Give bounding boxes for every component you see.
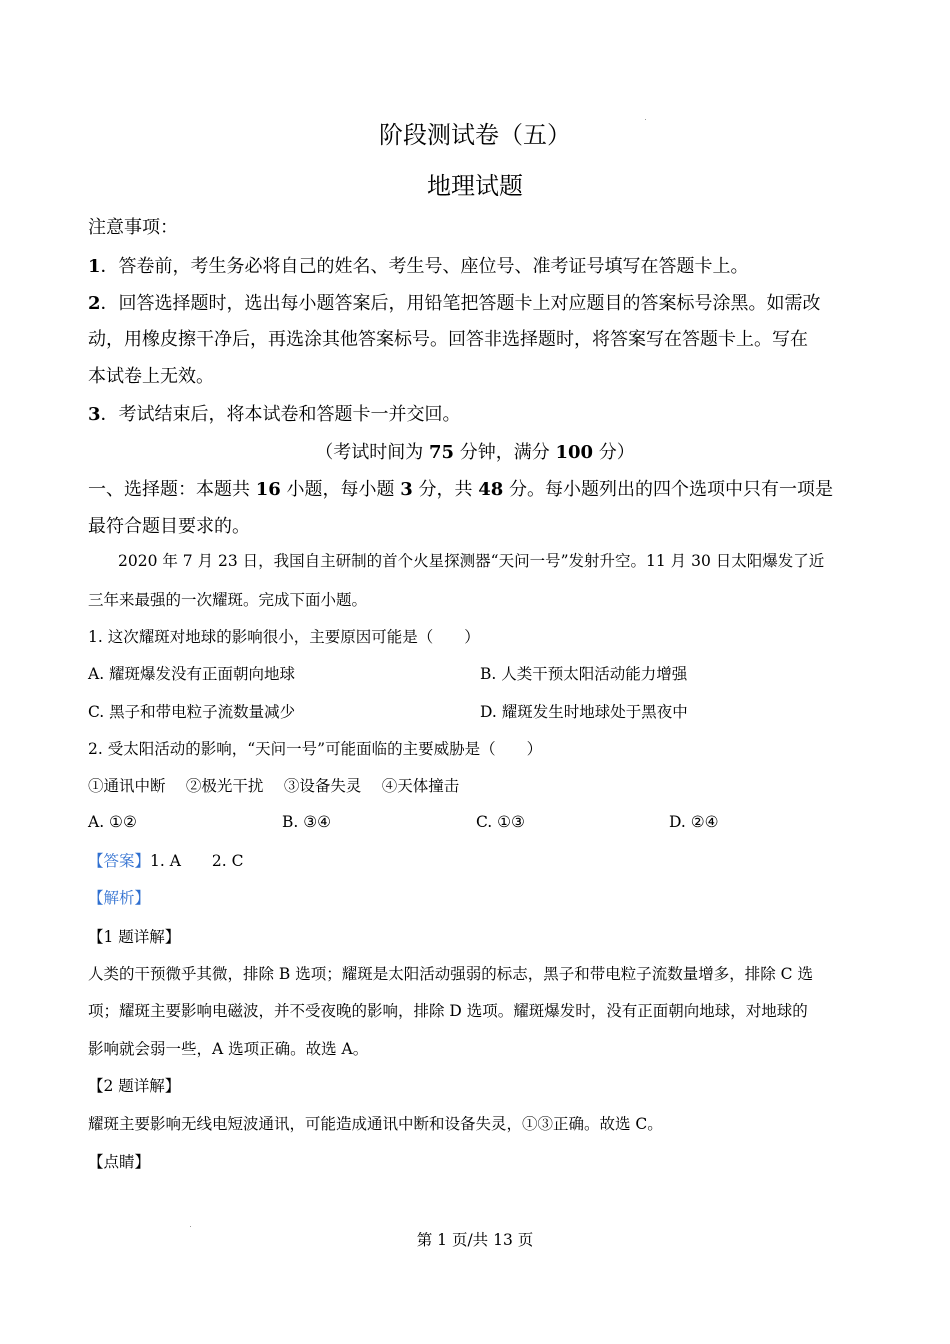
question-2-option-b: B. ③④ (282, 813, 332, 831)
tip-label: 【点睛】 (88, 1153, 151, 1171)
notice-item-3-num: 3 (88, 404, 101, 425)
notice-item-1 (88, 252, 749, 278)
time-value: 75 (428, 442, 455, 463)
section-1-text-b: 小题，每小题 (280, 479, 401, 500)
answer-label: 【答案】 (88, 852, 151, 870)
score-value: 100 (555, 442, 594, 463)
answer-line (88, 849, 244, 871)
section-1-text-c: 分，共 (412, 479, 479, 500)
question-1-stem: 1. 这次耀斑对地球的影响很小，主要原因可能是（ ） (88, 628, 480, 646)
detail-2-label: 【2 题详解】 (88, 1077, 181, 1095)
detail-1-line-3: 影响就会弱一些，A 选项正确。故选 A。 (88, 1040, 369, 1058)
question-2-items: ①通讯中断 ②极光干扰 ③设备失灵 ④天体撞击 (88, 777, 460, 795)
section-1-count: 16 (255, 479, 281, 500)
section-1-heading-line-2: 最符合题目要求的。 (88, 516, 250, 537)
answer-text: 1. A 2. C (150, 852, 244, 870)
page-subtitle: 地理试题 (427, 172, 523, 200)
section-1-total: 48 (478, 479, 504, 500)
page-title: 阶段测试卷（五） (379, 121, 571, 149)
question-1-option-d: D. 耀斑发生时地球处于黑夜中 (480, 703, 688, 721)
detail-1-label: 【1 题详解】 (88, 928, 181, 946)
question-2-option-a: A. ①② (88, 813, 137, 831)
notice-item-2-line-2: 动，用橡皮擦干净后，再选涂其他答案标号。回答非选择题时，将答案写在答题卡上。写在 (88, 329, 808, 350)
notice-item-2-text: ．回答选择题时，选出每小题答案后，用铅笔把答题卡上对应题目的答案标号涂黑。如需改 (100, 293, 821, 314)
question-1-option-b: B. 人类干预太阳活动能力增强 (480, 665, 688, 683)
notice-item-2-line-3: 本试卷上无效。 (88, 366, 214, 387)
scan-dot (190, 1226, 191, 1227)
detail-2-line-1: 耀斑主要影响无线电短波通讯，可能造成通讯中断和设备失灵，①③正确。故选 C。 (88, 1115, 663, 1133)
notice-item-3-text: ．考试结束后，将本试卷和答题卡一并交回。 (100, 404, 461, 425)
scan-dot (645, 119, 646, 120)
section-1-each: 3 (400, 479, 413, 500)
time-middle: 分钟，满分 (454, 442, 556, 463)
question-1-option-c: C. 黑子和带电粒子流数量减少 (88, 703, 296, 721)
notice-heading: 注意事项： (88, 217, 178, 238)
section-1-text-d: 分。每小题列出的四个选项中只有一项是 (503, 479, 834, 500)
question-2-option-d: D. ②④ (669, 813, 719, 831)
notice-item-3 (88, 400, 461, 426)
analysis-label: 【解析】 (88, 889, 151, 907)
detail-1-line-2: 项；耀斑主要影响电磁波，并不受夜晚的影响，排除 D 选项。耀斑爆发时，没有正面朝向地球，对地球的 (88, 1002, 808, 1020)
question-1-option-a: A. 耀斑爆发没有正面朝向地球 (88, 665, 296, 683)
section-1-text-a: 一、选择题：本题共 (88, 479, 256, 500)
notice-item-2-num: 2 (88, 293, 101, 314)
time-prefix: （考试时间为 (315, 442, 429, 463)
question-2-stem: 2. 受太阳活动的影响，“天问一号”可能面临的主要威胁是（ ） (88, 740, 543, 758)
detail-1-line-1: 人类的干预微乎其微，排除 B 选项；耀斑是太阳活动强弱的标志，黑子和带电粒子流数量增多，排除 C 选 (88, 965, 813, 983)
page-footer: 第 1 页/共 13 页 (416, 1231, 534, 1249)
time-suffix: 分） (593, 442, 635, 463)
section-1-heading (88, 475, 833, 501)
notice-item-2-line-1 (88, 289, 821, 315)
passage-line-1: 2020 年 7 月 23 日，我国自主研制的首个火星探测器“天问一号”发射升空。11 月 30 日太阳爆发了近 (118, 552, 825, 570)
question-2-option-c: C. ①③ (476, 813, 525, 831)
passage-line-2: 三年来最强的一次耀斑。完成下面小题。 (88, 591, 368, 609)
notice-item-1-text: ．答卷前，考生务必将自己的姓名、考生号、座位号、准考证号填写在答题卡上。 (100, 256, 749, 277)
exam-time-info (0, 438, 950, 464)
notice-item-1-num: 1 (88, 256, 101, 277)
